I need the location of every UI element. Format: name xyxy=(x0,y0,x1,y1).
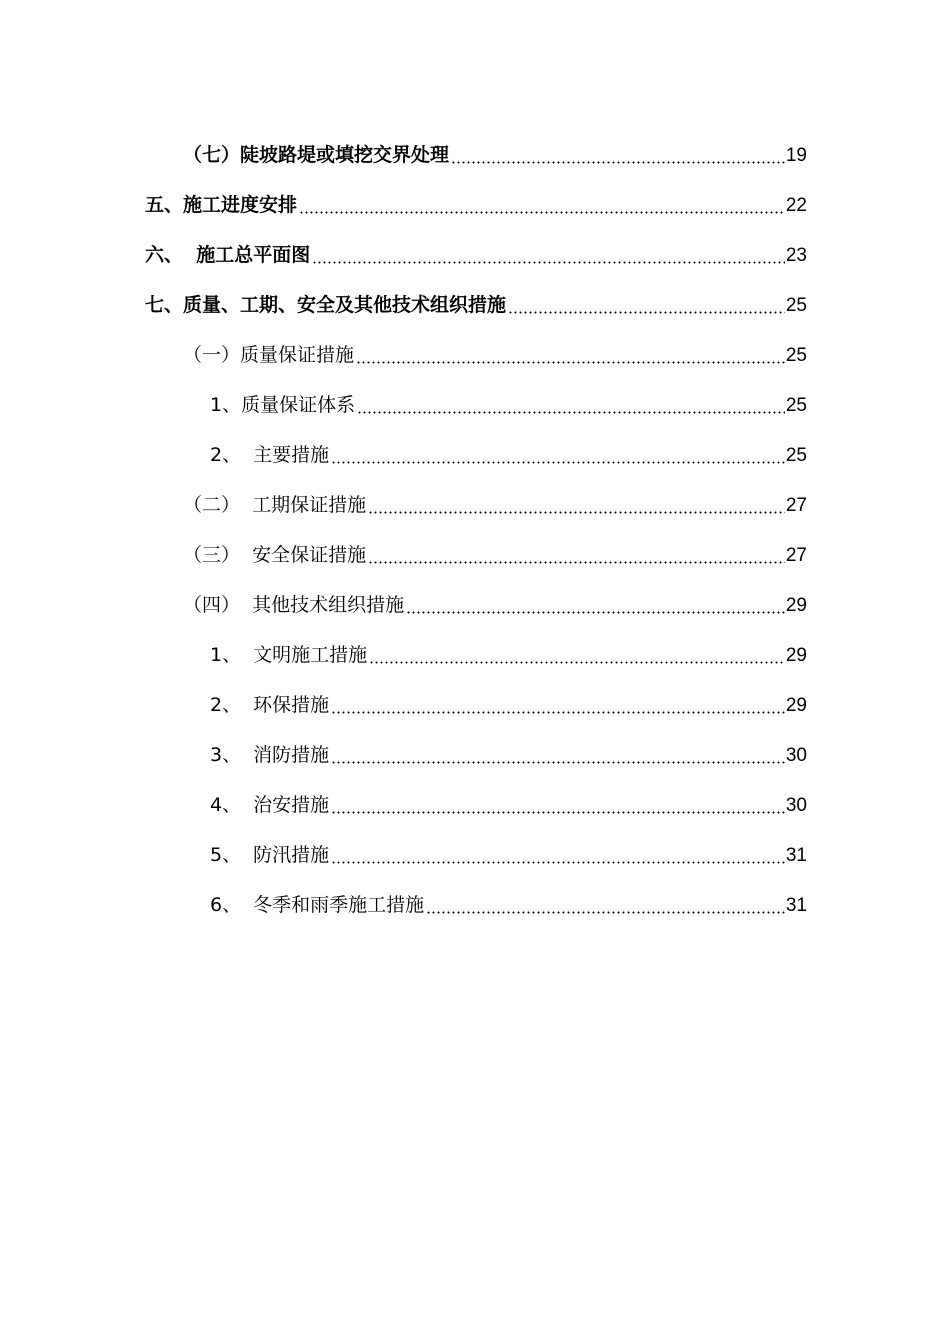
toc-entry[interactable] xyxy=(210,630,807,680)
toc-entry[interactable] xyxy=(145,280,807,330)
toc-entry-page: 25 xyxy=(785,294,807,316)
toc-entry-page: 23 xyxy=(785,244,807,266)
toc-entry-page: 30 xyxy=(785,744,807,766)
toc-entry-label: 1、质量保证体系 xyxy=(210,393,356,416)
toc-entry-page: 25 xyxy=(785,444,807,466)
toc-dot-leader xyxy=(508,311,785,314)
toc-entry-page: 25 xyxy=(785,394,807,416)
toc-dot-leader xyxy=(312,261,785,264)
toc-dot-leader xyxy=(406,611,785,614)
toc-entry-label: 5、 防汛措施 xyxy=(210,843,330,866)
toc-entry-label: 3、 消防措施 xyxy=(210,743,330,766)
toc-dot-leader xyxy=(357,411,785,414)
table-of-contents xyxy=(0,130,950,930)
toc-entry-label: （三） 安全保证措施 xyxy=(183,543,367,566)
toc-entry[interactable] xyxy=(183,480,807,530)
toc-entry[interactable] xyxy=(210,830,807,880)
toc-entry[interactable] xyxy=(183,330,807,380)
toc-entry[interactable] xyxy=(145,180,807,230)
toc-entry-page: 22 xyxy=(785,194,807,216)
toc-dot-leader xyxy=(331,861,785,864)
toc-entry[interactable] xyxy=(183,130,807,180)
toc-entry-label: （二） 工期保证措施 xyxy=(183,493,367,516)
toc-entry-page: 27 xyxy=(785,494,807,516)
toc-entry[interactable] xyxy=(145,230,807,280)
toc-dot-leader xyxy=(368,561,785,564)
toc-entry[interactable] xyxy=(210,730,807,780)
toc-entry-page: 30 xyxy=(785,794,807,816)
toc-dot-leader xyxy=(331,461,785,464)
toc-dot-leader xyxy=(369,661,785,664)
toc-entry-label: 六、 施工总平面图 xyxy=(145,243,311,266)
toc-entry-page: 29 xyxy=(785,644,807,666)
toc-entry-page: 25 xyxy=(785,344,807,366)
toc-dot-leader xyxy=(299,211,785,214)
toc-entry-page: 27 xyxy=(785,544,807,566)
toc-dot-leader xyxy=(331,811,785,814)
toc-entry-label: 1、 文明施工措施 xyxy=(210,643,368,666)
toc-entry-label: 6、 冬季和雨季施工措施 xyxy=(210,893,425,916)
toc-entry-label: 七、质量、工期、安全及其他技术组织措施 xyxy=(145,293,507,316)
toc-entry-label: 4、 治安措施 xyxy=(210,793,330,816)
toc-entry[interactable] xyxy=(210,780,807,830)
toc-entry-page: 31 xyxy=(785,894,807,916)
toc-entry-page: 31 xyxy=(785,844,807,866)
toc-entry[interactable] xyxy=(210,430,807,480)
toc-entry-label: （七）陡坡路堤或填挖交界处理 xyxy=(183,143,450,166)
toc-entry[interactable] xyxy=(210,880,807,930)
toc-entry-page: 29 xyxy=(785,594,807,616)
toc-entry-label: 2、 环保措施 xyxy=(210,693,330,716)
toc-entry-label: （四） 其他技术组织措施 xyxy=(183,593,405,616)
toc-entry-label: （一）质量保证措施 xyxy=(183,343,355,366)
toc-dot-leader xyxy=(368,511,785,514)
toc-dot-leader xyxy=(451,161,785,164)
toc-entry[interactable] xyxy=(183,580,807,630)
toc-dot-leader xyxy=(426,911,785,914)
toc-entry-page: 29 xyxy=(785,694,807,716)
toc-entry[interactable] xyxy=(210,680,807,730)
toc-dot-leader xyxy=(331,711,785,714)
toc-dot-leader xyxy=(331,761,785,764)
toc-dot-leader xyxy=(356,361,785,364)
toc-entry-page: 19 xyxy=(785,144,807,166)
toc-entry-label: 2、 主要措施 xyxy=(210,443,330,466)
toc-entry[interactable] xyxy=(183,530,807,580)
toc-entry[interactable] xyxy=(210,380,807,430)
toc-entry-label: 五、施工进度安排 xyxy=(145,193,298,216)
